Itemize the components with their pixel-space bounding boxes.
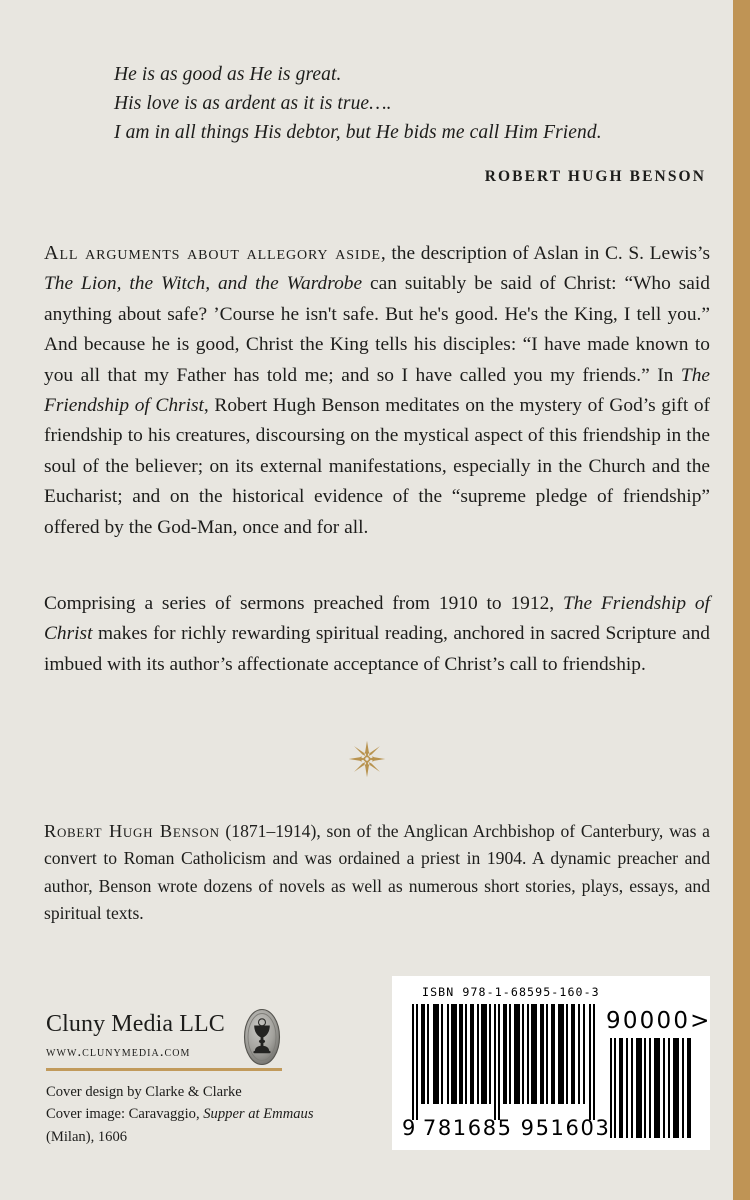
paragraph-1-text-a: , the description of Aslan in C. S. Lewis’s	[380, 243, 710, 264]
epigraph-line-3: I am in all things His debtor, but He bids me call Him Friend.	[114, 122, 602, 143]
ean13-human-readable-digits	[402, 1116, 611, 1140]
epigraph-block	[114, 60, 714, 186]
ean5-addon-barcode-bars	[610, 1038, 692, 1138]
publisher-divider-rule	[46, 1068, 282, 1071]
ean13-barcode-bars	[412, 1004, 598, 1120]
isbn-barcode-panel	[392, 976, 710, 1150]
credit-line-location-year: (Milan), 1606	[46, 1128, 128, 1145]
author-bio-block	[44, 818, 710, 928]
description-paragraph-2	[44, 589, 710, 680]
eight-pointed-star-icon	[348, 740, 386, 778]
author-bio-text: son of the Anglican Archbishop of Canterbury, was a convert to Roman Catholicism and was ordained a priest in 1904. A dynamic preacher and author, Benson wrote dozens of novels as well as numerous short stories, plays, essays, and spiritual texts.	[44, 821, 710, 924]
book-title-lion-witch-wardrobe: The Lion, the Witch, and the Wardrobe	[44, 273, 363, 295]
book-title-friendship-of-christ-2: The Friendship of Christ	[44, 593, 710, 645]
epigraph-line-1: He is as good as He is great.	[114, 64, 342, 85]
section-divider-ornament	[0, 740, 733, 782]
paragraph-2-text-b: makes for richly rewarding spiritual reading, anchored in sacred Scripture and imbued with its author’s affectionate acceptance of Christ’s call to friendship.	[44, 623, 710, 675]
credit-line-image	[46, 1103, 366, 1125]
paragraph-lede: All arguments about allegory aside	[44, 242, 381, 264]
ean-lead-digit: 9	[402, 1116, 416, 1140]
author-name: Robert Hugh Benson	[44, 821, 220, 841]
artwork-title: Supper at Emmaus	[203, 1106, 314, 1123]
paragraph-1-text-b: can suitably be said of Christ: “Who said anything about safe? ’Course he isn't safe. But he's good. He's the King, I tell you.” And because he is good, Christ the King tells his disciples: “I have made known to you all that my Father has told me; and so I have called you my friends.” In	[44, 273, 710, 386]
cover-credits-block	[46, 1081, 366, 1148]
chalice-icon	[243, 1008, 281, 1066]
description-paragraph-1	[44, 238, 710, 543]
isbn-label: ISBN 978-1-68595-160-3	[422, 985, 600, 999]
epigraph-attribution: ROBERT HUGH BENSON	[484, 168, 706, 185]
credit-image-prefix: Cover image: Caravaggio,	[46, 1106, 204, 1123]
author-dates: (1871–1914),	[219, 821, 327, 841]
publisher-name: Cluny Media LLC	[46, 1011, 225, 1037]
spine-accent-strip	[733, 0, 750, 1200]
ean-left-group: 781685	[422, 1116, 513, 1140]
book-title-friendship-of-christ-1: The Friendship of Christ	[44, 364, 710, 417]
paragraph-2-text-a: Comprising a series of sermons preached from 1910 to 1912,	[44, 593, 563, 614]
price-addon-digits: 90000>	[606, 1008, 712, 1034]
epigraph-line-2: His love is as ardent as it is true….	[114, 93, 392, 114]
credit-line-design: Cover design by Clarke & Clarke	[46, 1084, 242, 1100]
paragraph-1-text-c: , Robert Hugh Benson meditates on the mystery of God’s gift of friendship to his creatures, discoursing on the mystical aspect of this friendship in the soul of the believer; on its external manifestations, especially in the Church and the Eucharist; and on the historical evidence of the “supreme pledge of friendship” offered by the God-Man, once and for all.	[44, 395, 711, 538]
chalice-medallion-logo	[243, 1008, 281, 1066]
publisher-website-url[interactable]: www.clunymedia.com	[46, 1044, 191, 1060]
ean-right-group: 951603	[520, 1116, 611, 1140]
